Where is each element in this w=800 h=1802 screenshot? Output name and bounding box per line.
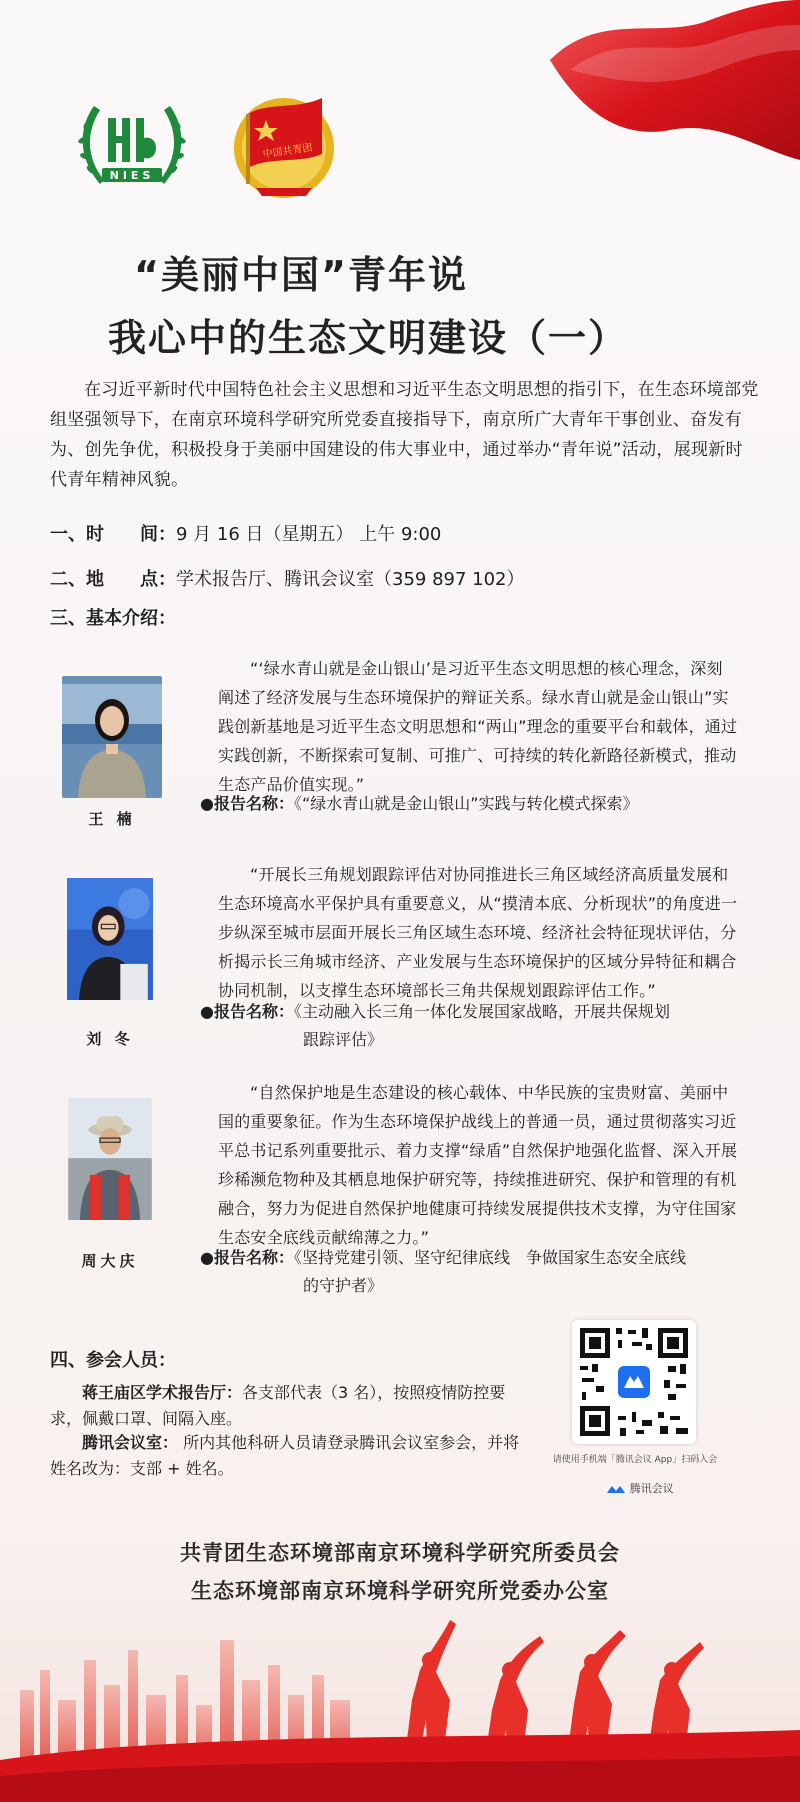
speaker-quote-3: “自然保护地是生态建设的核心载体、中华民族的宝贵财富、美丽中国的重要象征。作为生态环境保护战线上的普通一员，通过贯彻落实习近平总书记系列重要批示、着力支撑“绿盾”自然保护地强化监督、深入开展珍稀濒危物种及其栖息地保护研究等，持续推进研究、保护和管理的有机融合，努力为促进自然保护地健康可持续发展提供技术支撑，为守住国家生态安全底线贡献绵薄之力。”	[218, 1083, 738, 1247]
city-skyline-decoration	[0, 1580, 800, 1802]
report-label-1: ●报告名称：	[200, 794, 294, 813]
attendees-label: 四、参会人员：	[50, 1350, 176, 1371]
attendees-hall	[50, 1380, 530, 1432]
youth-league-logo	[226, 84, 342, 204]
place-label: 二、地 点：	[50, 569, 176, 590]
report-title-3-cont: 的守护者》	[303, 1276, 384, 1295]
speaker-report-3	[200, 1244, 730, 1300]
time-row	[50, 520, 441, 550]
page-title	[108, 250, 728, 364]
title-line-1: “美丽中国”青年说	[134, 253, 468, 297]
nies-logo-text: NIES	[109, 169, 155, 182]
report-title-3: 《坚持党建引领、坚守纪律底线 争做国家生态安全底线	[293, 1248, 686, 1267]
intro-section-label: 三、基本介绍：	[50, 608, 176, 629]
speaker-photo-2	[60, 878, 160, 1000]
speaker-report-2	[200, 998, 730, 1054]
title-line-2: 我心中的生态文明建设（一）	[108, 316, 629, 360]
report-title-1: 《“绿水青山就是金山银山”实践与转化模式探索》	[293, 794, 639, 813]
place-value: 学术报告厅、腾讯会议室（359 897 102）	[176, 569, 525, 590]
speaker-name-1: 王 楠	[88, 810, 136, 828]
online-text: 所内其他科研人员请登录腾讯会议室参会，并将姓名改为：支部 + 姓名。	[50, 1433, 520, 1478]
time-value: 9 月 16 日（星期五） 上午 9:00	[176, 524, 442, 545]
time-label: 一、时 间：	[50, 524, 176, 545]
speaker-photo-3	[60, 1098, 160, 1220]
tencent-meeting-icon	[606, 1484, 626, 1494]
hall-label: 蒋王庙区学术报告厅：	[82, 1383, 243, 1402]
report-title-2: 《主动融入长三角一体化发展国家战略，开展共保规划	[293, 1002, 670, 1021]
league-logo-text: 中国共青团	[262, 142, 314, 161]
report-title-2-cont: 跟踪评估》	[303, 1030, 384, 1049]
red-flag-decoration	[510, 0, 800, 170]
attendees-online	[50, 1430, 530, 1482]
footer-org-2: 生态环境部南京环境科学研究所党委办公室	[191, 1579, 609, 1603]
online-label: 腾讯会议室：	[82, 1433, 179, 1452]
speaker-name-3: 周大庆	[81, 1252, 139, 1270]
speaker-photo-1	[62, 676, 162, 798]
report-label-3: ●报告名称：	[200, 1248, 294, 1267]
tencent-meeting-label: 腾讯会议	[629, 1482, 674, 1495]
intro-paragraph: 在习近平新时代中国特色社会主义思想和习近平生态文明思想的指引下，在生态环境部党组坚强领导下，在南京环境科学研究所党委直接指导下，南京所广大青年干事创业、奋发有为、创先争优，积极投身于美丽中国建设的伟大事业中，通过举办“青年说”活动，展现新时代青年精神风貌。	[50, 380, 759, 490]
speaker-report-1	[200, 790, 730, 818]
nies-logo	[72, 88, 192, 200]
hall-text: 各支部代表（3 名），按照疫情防控要求，佩戴口罩、间隔入座。	[50, 1383, 506, 1428]
meeting-qr-code[interactable]	[572, 1320, 696, 1444]
speaker-name-2: 刘 冬	[86, 1030, 134, 1048]
report-label-2: ●报告名称：	[200, 1002, 294, 1021]
speaker-quote-1: “‘绿水青山就是金山银山’是习近平生态文明思想的核心理念，深刻阐述了经济发展与生态环境保护的辩证关系。绿水青山就是金山银山”实践创新基地是习近平生态文明思想和“两山”理念的重要平台和载体，通过实践创新，不断探索可复制、可推广、可持续的转化新路径新模式，推动生态产品价值实现。”	[218, 659, 738, 794]
tencent-meeting-brand	[575, 1480, 705, 1496]
footer-org-1: 共青团生态环境部南京环境科学研究所委员会	[180, 1541, 620, 1565]
speaker-quote-2: “开展长三角规划跟踪评估对协同推进长三角区域经济高质量发展和生态环境高水平保护具有重要意义，从“摸清本底、分析现状”的角度进一步纵深至城市层面开展长三角区域生态环境、经济社会特征现状评估，分析揭示长三角城市经济、产业发展与生态环境保护的区域分异特征和耦合协同机制，以支撑生态环境部长三角共保规划跟踪评估工作。”	[218, 865, 738, 1000]
place-row	[50, 565, 525, 595]
qr-caption: 请使用手机端「腾讯会议 App」扫码入会	[552, 1455, 718, 1465]
